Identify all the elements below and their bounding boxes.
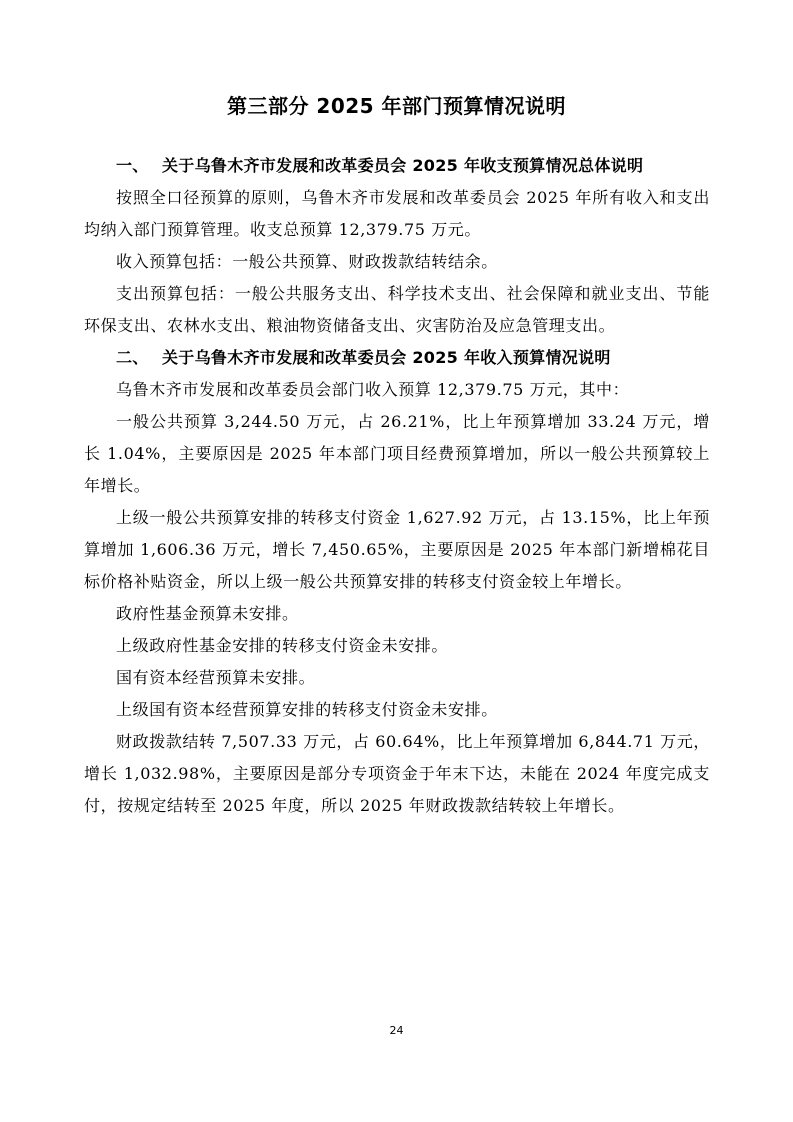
section-2-paragraph-7: 上级国有资本经营预算安排的转移支付资金未安排。 (116, 700, 498, 719)
page-title: 第三部分 2025 年部门预算情况说明 (226, 94, 567, 118)
section-2-paragraph-1: 乌鲁木齐市发展和改革委员会部门收入预算 12,379.75 万元，其中： (116, 380, 630, 399)
section-2-paragraph-8: 财政拨款结转 7,507.33 万元，占 60.64%，比上年预算增加 6,844.71 万元，增长 1,032.98%，主要原因是部分专项资金于年末下达，未能在 2024 年度完成支付，按规定结转至 2025 年度，所以 2025 年财政拨款结转较上年增长。 (84, 732, 710, 815)
section-2-paragraph-3: 上级一般公共预算安排的转移支付资金 1,627.92 万元，占 13.15%，比上年预算增加 1,606.36 万元，增长 7,450.65%，主要原因是 2025 年本部门新增棉花目标价格补贴资金，所以上级一般公共预算安排的转移支付资金较上年增长。 (84, 508, 710, 591)
section-1-heading (84, 150, 710, 182)
document-body (84, 150, 710, 822)
section-2-heading (84, 342, 710, 374)
section-1-heading-text: 关于乌鲁木齐市发展和改革委员会 2025 年收支预算情况总体说明 (162, 156, 644, 175)
section-2-heading-text: 关于乌鲁木齐市发展和改革委员会 2025 年收入预算情况说明 (162, 348, 611, 367)
section-1-paragraph-3: 支出预算包括：一般公共服务支出、科学技术支出、社会保障和就业支出、节能环保支出、农林水支出、粮油物资储备支出、灾害防治及应急管理支出。 (84, 284, 710, 335)
page-number: 24 (389, 1024, 404, 1037)
section-2-number: 二、 (116, 348, 149, 367)
section-1-number: 一、 (116, 156, 149, 175)
section-1-paragraph-2: 收入预算包括：一般公共预算、财政拨款结转结余。 (116, 252, 498, 271)
section-2-paragraph-4: 政府性基金预算未安排。 (116, 604, 299, 623)
section-2-paragraph-5: 上级政府性基金安排的转移支付资金未安排。 (116, 636, 449, 655)
section-2-paragraph-2: 一般公共预算 3,244.50 万元，占 26.21%，比上年预算增加 33.24 万元，增长 1.04%，主要原因是 2025 年本部门项目经费预算增加，所以一般公共预算较上年增长。 (84, 412, 710, 495)
section-1-paragraph-1: 按照全口径预算的原则，乌鲁木齐市发展和改革委员会 2025 年所有收入和支出均纳入部门预算管理。收支总预算 12,379.75 万元。 (84, 188, 710, 239)
section-2-paragraph-6: 国有资本经营预算未安排。 (116, 668, 316, 687)
